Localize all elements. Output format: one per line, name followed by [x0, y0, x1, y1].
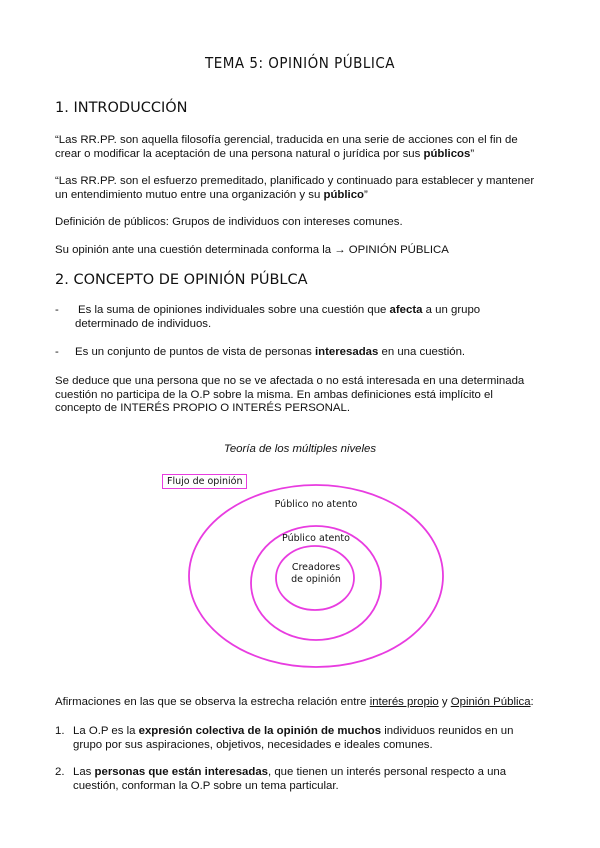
affirmation-2-line-2: cuestión, conforman la O.P sobre un tema particular. [73, 779, 339, 792]
bullet-1-post: a un grupo [422, 304, 481, 316]
opinion-line: Su opinión ante una cuestión determinada conforma la → OPINIÓN PÚBLICA [55, 244, 449, 256]
affirmation-2-line-1 [73, 766, 506, 780]
bullet-1-pre: Es la suma de opiniones individuales sobre una cuestión que [78, 304, 390, 316]
quote-1-bold: públicos [423, 147, 471, 160]
affirmation-1-row [55, 725, 575, 752]
affirmations-intro-text: Afirmaciones en las que se observa la estrecha relación entre [55, 696, 370, 708]
affirmation-1-line-1 [73, 725, 513, 739]
outer-ring-label: Público no atento [274, 499, 358, 510]
section-heading-introduccion: 1. INTRODUCCIÓN [55, 100, 188, 116]
flow-of-opinion-label: Flujo de opinión [162, 474, 247, 489]
bullet-2-post: en una cuestión. [378, 346, 466, 358]
section-heading-concepto: 2. CONCEPTO DE OPINIÓN PÚBLCA [55, 272, 308, 288]
affirmations-intro-and: y [438, 696, 451, 708]
affirmation-1-number: 1. [55, 725, 65, 737]
quote-2-close: ” [364, 188, 368, 201]
bullet-2-bold: interesadas [315, 346, 379, 358]
diagram-caption: Teoría de los múltiples niveles [223, 443, 377, 455]
opinion-publica-underlined: Opinión Pública [450, 696, 531, 708]
bullet-1-bold: afecta [389, 304, 423, 316]
inner-ring-label-1: Creadores [291, 562, 341, 573]
affirmation-2-post: , que tienen un interés personal respecto a una [268, 766, 507, 778]
affirmation-1-pre: La O.P es la [73, 725, 139, 737]
quote-1-line-1: “Las RR.PP. son aquella filosofía gerencial, traducida en una serie de acciones con el fin de [55, 134, 518, 146]
quote-2-line-1: “Las RR.PP. son el esfuerzo premeditado, planificado y continuado para establecer y mantener [55, 175, 535, 187]
affirmation-1-text [73, 725, 513, 752]
affirmation-2-number: 2. [55, 766, 65, 778]
affirmation-2 [55, 766, 575, 793]
bullet-dash: - [55, 304, 59, 316]
quote-2-text: un entendimiento mutuo entre una organización y su [55, 188, 324, 201]
affirmation-1-line-2: grupo por sus aspiraciones, objetivos, necesidades e ideales comunes. [73, 738, 433, 751]
affirmation-2-bold: personas que están interesadas [94, 766, 268, 778]
bullet-dash: - [55, 346, 59, 358]
affirmation-2-pre: Las [73, 766, 95, 778]
bullet-2-pre: Es un conjunto de puntos de vista de personas [75, 346, 315, 358]
deduction-line-1: Se deduce que una persona que no se ve afectada o no está interesada en una determinada [55, 375, 525, 387]
affirmation-2-row [55, 766, 575, 793]
deduction-line-2: cuestión no participa de la O.P sobre la misma. En ambas definiciones está implícito el [55, 388, 493, 401]
interes-propio-underlined: interés propio [369, 696, 439, 708]
affirmations-intro [55, 696, 575, 710]
page-title: TEMA 5: OPINIÓN PÚBLICA [204, 54, 396, 72]
affirmation-1-bold: expresión colectiva de la opinión de muchos [138, 725, 382, 737]
quote-1-text: crear o modificar la aceptación de una persona natural o jurídica por sus [55, 147, 424, 160]
inner-ring-label-2: de opinión [291, 574, 341, 585]
deduction-line-3: concepto de INTERÉS PROPIO O INTERÉS PERSONAL. [55, 402, 350, 414]
bullet-1-line-2: determinado de individuos. [75, 317, 212, 330]
affirmation-2-text [73, 766, 506, 793]
quote-2-bold: público [323, 188, 364, 201]
quote-1-close: ” [470, 147, 475, 160]
affirmation-1-post: individuos reunidos en un [381, 725, 514, 737]
affirmation-1 [55, 725, 575, 752]
definition-publicos: Definición de públicos: Grupos de individuos con intereses comunes. [55, 216, 403, 228]
middle-ring-label: Público atento [282, 533, 350, 544]
affirmations-intro-colon: : [530, 696, 534, 708]
